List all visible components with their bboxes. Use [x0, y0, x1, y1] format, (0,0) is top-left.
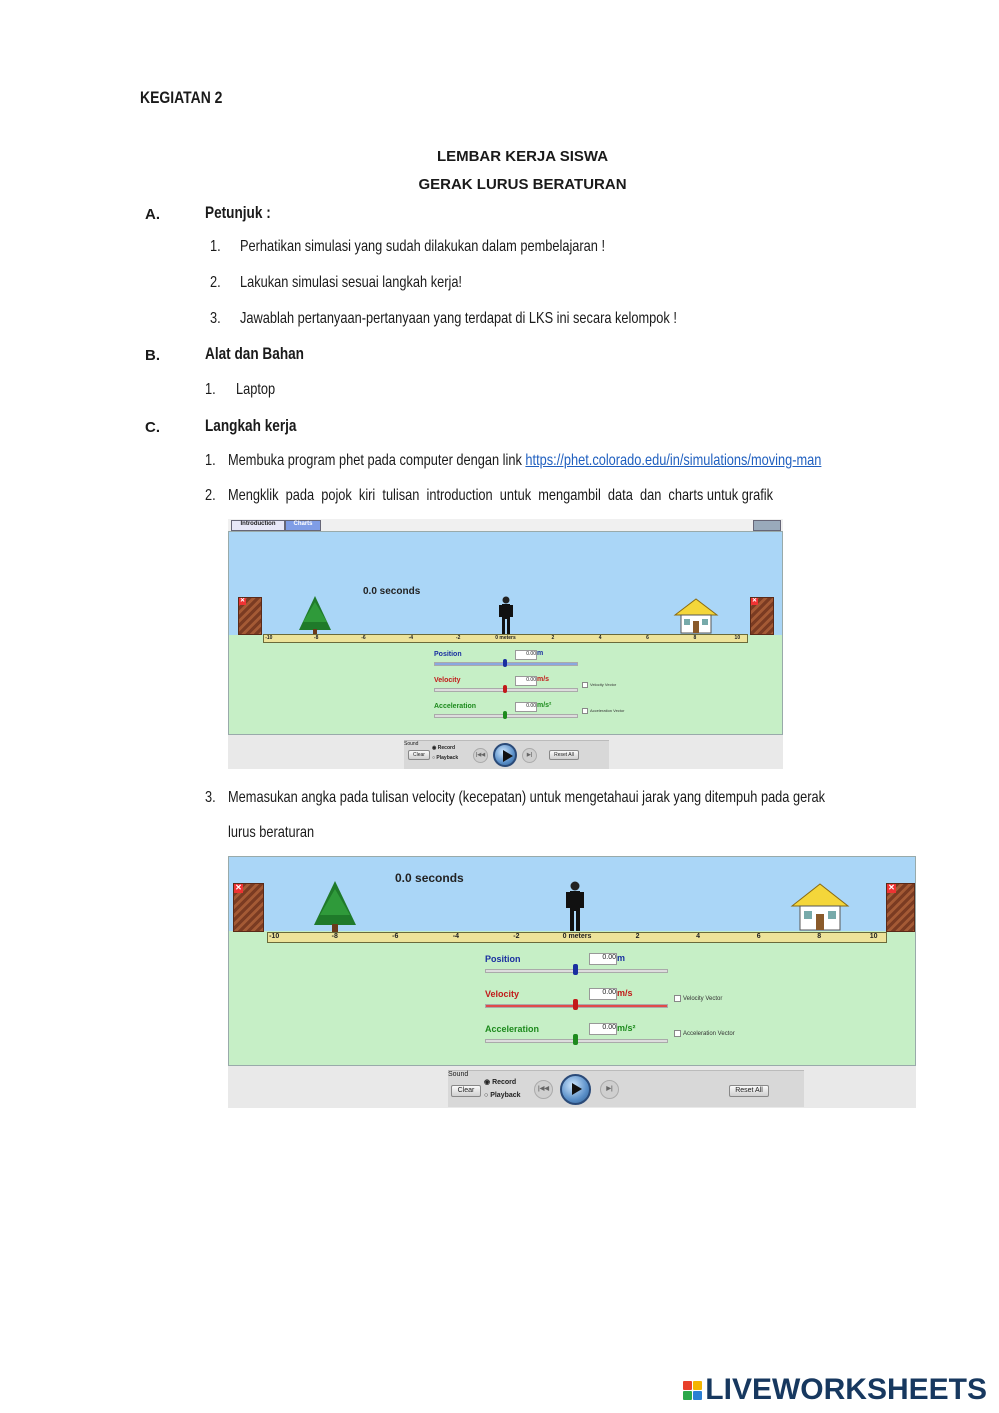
- tab-charts[interactable]: Charts: [285, 520, 321, 531]
- playback-label: Playback: [436, 755, 459, 761]
- liveworksheets-brand[interactable]: [683, 1373, 987, 1407]
- tree-icon: [297, 596, 333, 636]
- moving-man-icon: [499, 596, 513, 636]
- playback-label: Playback: [490, 1092, 521, 1099]
- a-item-3-text: Jawablah pertanyaan-pertanyaan yang terdapat di LKS ini secara kelompok !: [240, 310, 677, 327]
- acceleration-vector-label: Acceleration Vector: [590, 708, 625, 714]
- c-item-1-text: [228, 452, 821, 470]
- brand-text: LIVEWORKSHEETS: [705, 1373, 987, 1406]
- velocity-slider-knob[interactable]: [503, 685, 507, 693]
- b-item-1-num: 1.: [205, 381, 216, 398]
- house-icon: [790, 882, 850, 932]
- ruler-tick: 6: [756, 933, 761, 940]
- sim-screenshot-2: [228, 856, 916, 1108]
- position-value-input[interactable]: 0.00: [515, 650, 537, 660]
- sound-checkbox[interactable]: [448, 1071, 804, 1078]
- acceleration-vector-checkbox[interactable]: [674, 1030, 735, 1037]
- velocity-unit: m/s: [537, 676, 550, 683]
- acceleration-vector-label: Acceleration Vector: [683, 1031, 735, 1038]
- close-wall-icon[interactable]: ✕: [235, 883, 242, 892]
- acceleration-slider-knob[interactable]: [573, 1034, 578, 1045]
- checkbox-icon: [674, 1030, 681, 1037]
- ruler-tick: -6: [392, 933, 399, 940]
- velocity-vector-checkbox[interactable]: [582, 682, 616, 688]
- right-wall: [886, 883, 915, 932]
- ruler-tick: -4: [408, 635, 414, 641]
- position-unit: m: [617, 953, 626, 963]
- step-icon[interactable]: ▶|: [600, 1080, 619, 1099]
- position-slider-knob[interactable]: [503, 659, 507, 667]
- c-item-2-num: 2.: [205, 487, 216, 504]
- house-icon: [673, 597, 719, 635]
- position-unit: m: [537, 650, 544, 657]
- playback-radio[interactable]: ○ Playback: [484, 1092, 521, 1099]
- rewind-icon[interactable]: |◀◀: [473, 748, 488, 763]
- velocity-vector-label: Velocity Vector: [683, 996, 723, 1003]
- position-label: Position: [485, 954, 521, 964]
- c-item-3-text: Memasukan angka pada tulisan velocity (kecepatan) untuk mengetahaui jarak yang ditempuh pada gerak: [228, 789, 825, 806]
- phet-link[interactable]: https://phet.colorado.edu/in/simulations/moving-man: [525, 452, 822, 469]
- sim-play-area: [228, 856, 916, 1066]
- velocity-unit: m/s: [617, 988, 633, 998]
- ruler-tick: 10: [734, 635, 741, 641]
- record-radio[interactable]: ◉ Record: [432, 745, 455, 751]
- ruler-tick: 0 meters: [495, 635, 516, 641]
- ruler-tick: -4: [452, 933, 459, 940]
- c-item-3-num: 3.: [205, 789, 216, 806]
- section-b-letter: B.: [145, 347, 160, 364]
- checkbox-icon: [582, 682, 588, 688]
- sound-label: Sound: [404, 741, 419, 747]
- tab-bar: [228, 519, 783, 531]
- time-readout: 0.0 seconds: [395, 871, 464, 885]
- ruler-tick: -6: [361, 635, 366, 641]
- moving-man-icon: [566, 881, 584, 933]
- c-item-1-label: Membuka program phet pada computer dengan link: [228, 452, 526, 469]
- kegiatan-heading: KEGIATAN 2: [140, 88, 223, 107]
- velocity-value-input[interactable]: 0.00: [589, 988, 617, 1000]
- rewind-icon[interactable]: |◀◀: [534, 1080, 553, 1099]
- reset-all-button[interactable]: Reset All: [729, 1085, 769, 1097]
- acceleration-value-input[interactable]: 0.00: [589, 1023, 617, 1035]
- ruler-tick: 8: [693, 635, 697, 641]
- velocity-label: Velocity: [485, 989, 520, 999]
- left-wall: [233, 883, 264, 932]
- position-slider-knob[interactable]: [573, 964, 578, 975]
- clear-button[interactable]: Clear: [408, 750, 430, 760]
- velocity-vector-checkbox[interactable]: [674, 995, 722, 1002]
- sim-screenshot-1: [228, 519, 783, 769]
- clear-button[interactable]: Clear: [451, 1085, 481, 1097]
- tree-icon: [312, 881, 358, 933]
- a-item-2-num: 2.: [210, 274, 221, 291]
- ruler-tick: -2: [513, 933, 520, 940]
- b-item-1-text: Laptop: [236, 381, 276, 398]
- ruler-tick: 6: [646, 635, 649, 641]
- section-c-letter: C.: [145, 419, 160, 436]
- acceleration-vector-checkbox[interactable]: [582, 708, 624, 714]
- ruler-tick: 4: [598, 635, 602, 641]
- checkbox-icon: [582, 708, 588, 714]
- worksheet-subtitle: GERAK LURUS BERATURAN: [418, 176, 627, 193]
- ruler-tick: -10: [269, 933, 280, 940]
- section-a-letter: A.: [145, 206, 160, 223]
- acceleration-label: Acceleration: [485, 1024, 540, 1034]
- close-wall-icon[interactable]: ✕: [751, 598, 758, 604]
- ruler-tick: 0 meters: [562, 933, 592, 940]
- c-item-1-num: 1.: [205, 452, 216, 469]
- close-wall-icon[interactable]: ✕: [888, 883, 895, 892]
- record-radio[interactable]: ◉ Record: [484, 1079, 517, 1086]
- a-item-3-num: 3.: [210, 310, 221, 327]
- ruler-tick: -2: [455, 635, 461, 641]
- time-readout: 0.0 seconds: [363, 586, 421, 597]
- left-wall: [238, 597, 262, 635]
- a-item-2-text: Lakukan simulasi sesuai langkah kerja!: [240, 274, 462, 291]
- playback-panel: [404, 740, 609, 769]
- section-c-title: Langkah kerja: [205, 416, 297, 435]
- right-wall: [750, 597, 774, 635]
- ruler-tick: 2: [635, 933, 640, 940]
- position-value-input[interactable]: 0.00: [589, 953, 617, 965]
- acceleration-label: Acceleration: [434, 703, 477, 710]
- playback-panel: [448, 1070, 804, 1107]
- a-item-1-num: 1.: [210, 238, 221, 255]
- distance-ruler[interactable]: [263, 634, 748, 643]
- velocity-value-input[interactable]: 0.00: [515, 676, 537, 686]
- sim-play-area: [228, 531, 783, 735]
- liveworksheets-logo-icon: [683, 1381, 702, 1400]
- ruler-tick: 10: [869, 933, 878, 940]
- ruler-tick: 4: [696, 933, 701, 940]
- acceleration-unit: m/s²: [617, 1023, 636, 1033]
- velocity-slider-knob[interactable]: [573, 999, 578, 1010]
- distance-ruler[interactable]: [267, 932, 887, 943]
- section-b-title: Alat dan Bahan: [205, 344, 304, 363]
- ruler-tick: -8: [331, 933, 338, 940]
- play-button[interactable]: [493, 743, 517, 767]
- record-label: Record: [492, 1079, 517, 1086]
- ruler-tick: -8: [313, 635, 319, 641]
- acceleration-value-input[interactable]: 0.00: [515, 702, 537, 712]
- c-item-3-text-cont: lurus beraturan: [228, 824, 315, 841]
- sound-label: Sound: [448, 1071, 469, 1078]
- a-item-1-text: Perhatikan simulasi yang sudah dilakukan dalam pembelajaran !: [240, 238, 606, 255]
- checkbox-icon: [674, 995, 681, 1002]
- close-wall-icon[interactable]: ✕: [239, 598, 246, 604]
- ruler-tick: 2: [551, 635, 555, 641]
- step-icon[interactable]: ▶|: [522, 748, 537, 763]
- velocity-vector-label: Velocity Vector: [590, 682, 617, 688]
- worksheet-title: LEMBAR KERJA SISWA: [436, 148, 609, 165]
- record-label: Record: [437, 745, 455, 751]
- acceleration-unit: m/s²: [537, 702, 552, 709]
- ruler-tick: -10: [265, 635, 273, 641]
- reset-all-button[interactable]: Reset All: [549, 750, 579, 760]
- acceleration-slider-knob[interactable]: [503, 711, 507, 719]
- ruler-tick: 8: [817, 933, 822, 940]
- phet-logo-icon: [753, 520, 781, 531]
- velocity-label: Velocity: [434, 677, 461, 684]
- tab-introduction[interactable]: Introduction: [231, 520, 285, 531]
- position-label: Position: [434, 651, 462, 658]
- c-item-2-text: Mengklik pada pojok kiri tulisan introduction untuk mengambil data dan charts untuk grafik: [228, 487, 773, 504]
- section-a-title: Petunjuk :: [205, 203, 271, 222]
- play-button[interactable]: [560, 1074, 591, 1105]
- playback-radio[interactable]: ○ Playback: [432, 755, 459, 761]
